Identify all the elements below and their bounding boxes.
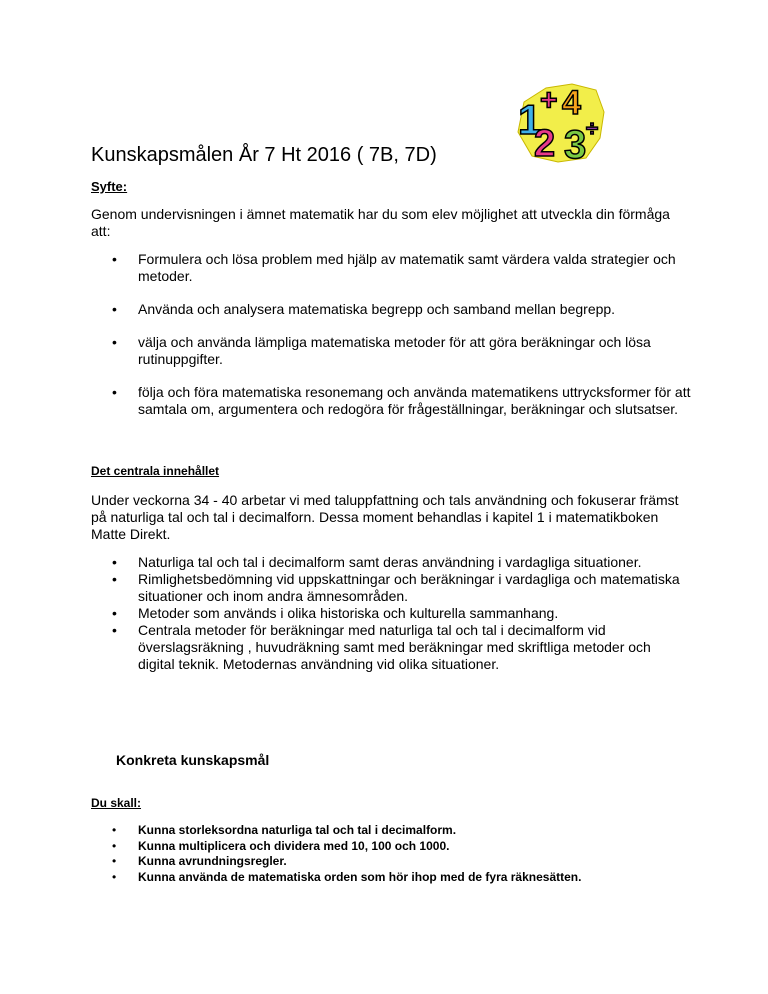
- page-title: Kunskapsmålen År 7 Ht 2016 ( 7B, 7D): [91, 144, 437, 166]
- list-item: • Rimlighetsbedömning vid uppskattningar och beräkningar i vardagliga och matematiska situationer och inom andra ämnesområden.: [91, 571, 691, 605]
- list-item: • Kunna storleksordna naturliga tal och tal i decimalform.: [91, 823, 711, 839]
- list-item: • Naturliga tal och tal i decimalform samt deras användning i vardagliga situationer.: [91, 554, 691, 571]
- syfte-list: [91, 251, 691, 434]
- syfte-intro: Genom undervisningen i ämnet matematik har du som elev möjlighet att utveckla din förmåga att:: [91, 206, 670, 239]
- list-item: • Formulera och lösa problem med hjälp av matematik samt värdera valda strategier och metoder.: [91, 251, 691, 285]
- list-item: • följa och föra matematiska resonemang och använda matematikens uttrycksformer för att samtala om, argumentera och redogöra för frågeställningar, beräkningar och slutsatser.: [91, 384, 691, 418]
- logo-digit-4: 4: [562, 84, 581, 122]
- logo-plus: +: [540, 84, 558, 117]
- numbers-clipart-icon: [512, 82, 608, 164]
- du-skall-heading: Du skall:: [91, 796, 142, 810]
- central-heading: Det centrala innehållet: [91, 464, 220, 478]
- syfte-heading: Syfte:: [91, 179, 128, 194]
- list-item: • Kunna avrundningsregler.: [91, 854, 711, 870]
- list-item: • Kunna multiplicera och dividera med 10, 100 och 1000.: [91, 839, 711, 855]
- konkreta-list: [91, 823, 711, 885]
- list-item: • Metoder som används i olika historiska och kulturella sammanhang.: [91, 605, 691, 622]
- konkreta-heading: Konkreta kunskapsmål: [116, 752, 270, 768]
- list-item: • Kunna använda de matematiska orden som hör ihop med de fyra räknesätten.: [91, 870, 711, 886]
- logo-digit-1: 1: [518, 96, 542, 143]
- list-item: • Centrala metoder för beräkningar med naturliga tal och tal i decimalform vid överslagsräkning , huvudräkning samt med beräkningar med skriftliga metoder och digital teknik. Metodernas användning vid olika situationer.: [91, 622, 691, 673]
- list-item: • Använda och analysera matematiska begrepp och samband mellan begrepp.: [91, 301, 691, 318]
- central-list: [91, 554, 691, 673]
- central-paragraph: Under veckorna 34 - 40 arbetar vi med taluppfattning och tals användning och fokuserar främst på naturliga tal och tal i decimalforn. Dessa moment behandlas i kapitel 1 i matematikboken Matte Direkt.: [91, 492, 679, 542]
- logo-digit-3: 3: [564, 123, 587, 164]
- logo-digit-2: 2: [534, 123, 556, 164]
- list-item: • välja och använda lämpliga matematiska metoder för att göra beräkningar och lösa rutinuppgifter.: [91, 334, 691, 368]
- logo-divide: ÷: [586, 116, 599, 141]
